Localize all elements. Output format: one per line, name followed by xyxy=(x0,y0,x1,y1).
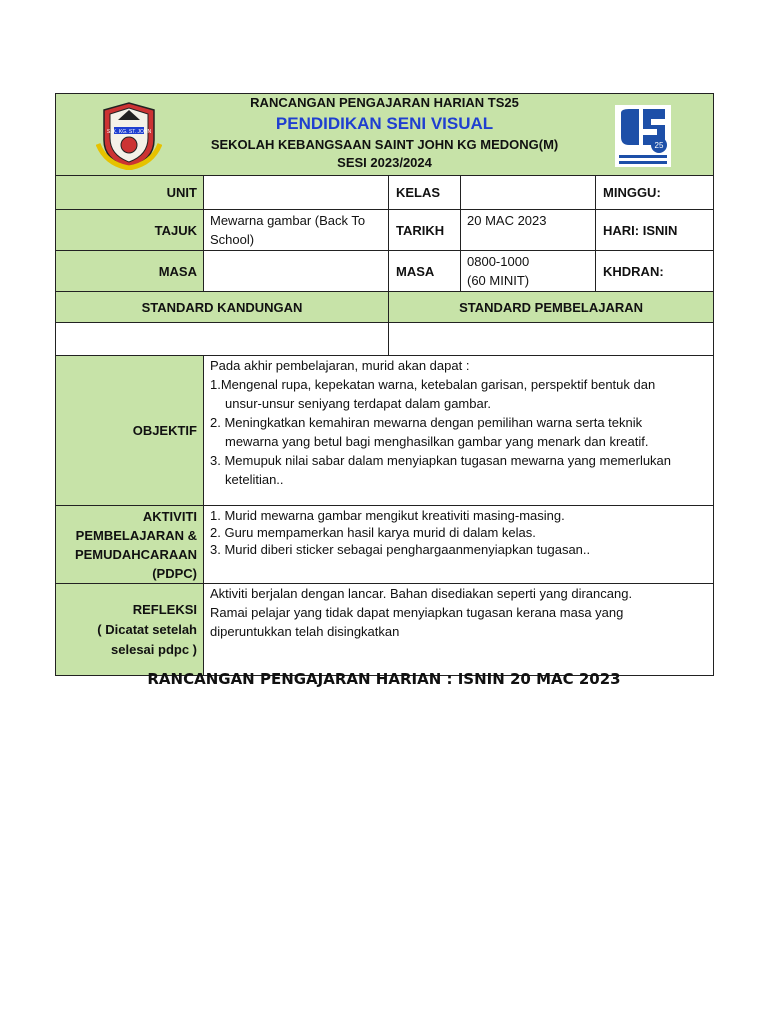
tarikh-label: TARIKH xyxy=(389,210,461,251)
refleksi-content xyxy=(204,584,714,676)
lesson-plan-table xyxy=(55,93,714,676)
aktiviti-item: 2. Guru mempamerkan hasil karya murid di dalam kelas. xyxy=(210,525,536,540)
refleksi-label-line: ( Dicatat setelah xyxy=(97,622,197,637)
aktiviti-item: 1. Murid mewarna gambar mengikut kreativiti masing-masing. xyxy=(210,508,565,523)
aktiviti-label-line: PEMUDAHCARAAN xyxy=(74,547,197,562)
hari-label: HARI: ISNIN xyxy=(596,210,714,251)
objektif-line: unsur-unsur seniyang terdapat dalam gambar. xyxy=(225,396,491,411)
header-title: RANCANGAN PENGAJARAN HARIAN TS25 xyxy=(250,95,519,110)
standard-kandungan-label: STANDARD KANDUNGAN xyxy=(56,292,389,323)
unit-label: UNIT xyxy=(56,176,204,210)
kelas-value xyxy=(461,176,596,210)
aktiviti-item: 3. Murid diberi sticker sebagai penghargaanmenyiapkan tugasan.. xyxy=(210,542,591,557)
objektif-line: 2. Meningkatkan kemahiran mewarna dengan pemilihan warna serta teknik xyxy=(210,415,643,430)
masa2-label: MASA xyxy=(389,251,461,292)
aktiviti-label-line: PEMBELAJARAN & xyxy=(75,528,197,543)
crest-motto: SJK. KG. ST. JOHN xyxy=(106,129,152,135)
minggu-label: MINGGU: xyxy=(596,176,714,210)
tajuk-label: TAJUK xyxy=(56,210,204,251)
masa-label: MASA xyxy=(56,251,204,292)
aktiviti-label-line: (PDPC) xyxy=(152,566,197,581)
aktiviti-content xyxy=(204,506,714,584)
objektif-line: 1.Mengenal rupa, kepekatan warna, ketebalan garisan, perspektif bentuk dan xyxy=(210,377,656,392)
standard-pembelajaran-value xyxy=(389,323,714,356)
refleksi-line: diperuntukkan telah disingkatkan xyxy=(210,624,400,639)
refleksi-line: Ramai pelajar yang tidak dapat menyiapkan tugasan kerana masa yang xyxy=(210,605,624,620)
subject-title: PENDIDIKAN SENI VISUAL xyxy=(275,114,494,133)
objektif-content xyxy=(204,356,714,506)
svg-text:25: 25 xyxy=(654,141,664,150)
ts25-logo-icon xyxy=(615,105,671,167)
tarikh-value: 20 MAC 2023 xyxy=(461,210,596,251)
aktiviti-label-line: AKTIVITI xyxy=(142,509,197,524)
session-text: SESI 2023/2024 xyxy=(337,155,432,170)
masa2-line2: (60 MINIT) xyxy=(467,273,530,288)
standard-pembelajaran-label: STANDARD PEMBELAJARAN xyxy=(389,292,714,323)
objektif-line: ketelitian.. xyxy=(225,472,284,487)
refleksi-label-line: REFLEKSI xyxy=(132,602,197,617)
aktiviti-label xyxy=(56,506,204,584)
refleksi-label-line: selesai pdpc ) xyxy=(111,642,197,657)
refleksi-line: Aktiviti berjalan dengan lancar. Bahan disediakan seperti yang dirancang. xyxy=(210,586,633,601)
standard-kandungan-value xyxy=(56,323,389,356)
masa2-value xyxy=(461,251,596,292)
unit-value xyxy=(204,176,389,210)
objektif-intro: Pada akhir pembelajaran, murid akan dapat : xyxy=(210,358,470,373)
footer-title: RANCANGAN PENGAJARAN HARIAN : ISNIN 20 MAC 2023 xyxy=(147,670,621,688)
header-cell xyxy=(56,94,714,176)
objektif-label: OBJEKTIF xyxy=(56,356,204,506)
refleksi-label xyxy=(56,584,204,676)
school-name: SEKOLAH KEBANGSAAN SAINT JOHN KG MEDONG(M) xyxy=(210,137,559,152)
masa-value xyxy=(204,251,389,292)
objektif-line: mewarna yang betul bagi menghasilkan gambar yang menark dan kreatif. xyxy=(225,434,649,449)
khdran-label: KHDRAN: xyxy=(596,251,714,292)
kelas-label: KELAS xyxy=(389,176,461,210)
masa2-line1: 0800-1000 xyxy=(467,254,530,269)
objektif-line: 3. Memupuk nilai sabar dalam menyiapkan tugasan mewarna yang memerlukan xyxy=(210,453,672,468)
lesson-plan-document xyxy=(55,93,713,688)
tajuk-value: Mewarna gambar (Back To School) xyxy=(204,210,389,251)
